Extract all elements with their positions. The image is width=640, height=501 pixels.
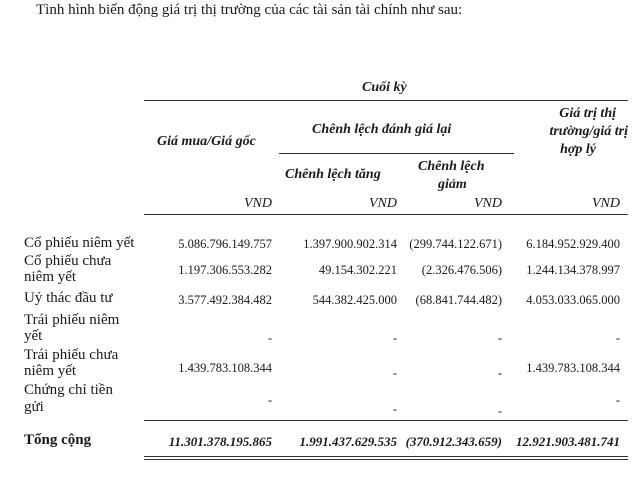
row-label: Uỷ thác đầu tư <box>24 290 113 306</box>
cell-cost: - <box>267 331 272 345</box>
total-increase: 1.991.437.629.535 <box>299 434 397 449</box>
total-rule-bottom-1 <box>144 456 628 457</box>
row-label: Chứng chỉ tiền <box>24 382 113 398</box>
row-label-cont: gửi <box>24 399 44 415</box>
cell-fair: - <box>615 331 620 345</box>
cell-increase: - <box>392 366 397 380</box>
cell-cost: 1.439.783.108.344 <box>178 361 272 375</box>
unit-increase: VND <box>369 196 397 211</box>
cell-increase: - <box>392 331 397 345</box>
decrease-header-line1: Chênh lệch <box>418 159 485 174</box>
cell-decrease: - <box>497 404 502 418</box>
cell-cost: 5.086.796.149.757 <box>178 237 272 251</box>
row-label-cont: yết <box>24 328 43 344</box>
header-rule-bottom <box>144 214 628 215</box>
row-label: Trái phiếu chưa <box>24 347 119 363</box>
cell-decrease: - <box>497 331 502 345</box>
cell-increase: 544.382.425.000 <box>312 293 397 307</box>
row-label: Cổ phiếu niêm yết <box>24 235 135 251</box>
unit-cost: VND <box>244 196 272 211</box>
cell-fair: 6.184.952.929.400 <box>526 237 620 251</box>
cell-decrease: (2.326.476.506) <box>421 263 502 277</box>
cost-header: Giá mua/Giá gốc <box>157 134 256 149</box>
total-fair: 12.921.903.481.741 <box>516 434 620 449</box>
row-label-cont: niêm yết <box>24 363 77 379</box>
cell-increase: 49.154.302.221 <box>318 263 397 277</box>
total-cost: 11.301.378.195.865 <box>168 434 272 449</box>
revaluation-header: Chênh lệch đánh giá lại <box>312 122 452 137</box>
cell-fair: 1.244.134.378.997 <box>526 263 620 277</box>
total-rule-top <box>144 420 628 421</box>
period-header: Cuối kỳ <box>362 80 407 95</box>
cell-decrease: (68.841.744.482) <box>415 293 502 307</box>
cell-fair: 4.053.033.065.000 <box>526 293 620 307</box>
unit-fair: VND <box>592 196 620 211</box>
total-label: Tổng cộng <box>24 432 92 448</box>
decrease-header-line2: giảm <box>438 177 467 192</box>
row-label: Cổ phiếu chưa <box>24 253 112 269</box>
header-rule-top <box>144 100 628 101</box>
unit-decrease: VND <box>474 196 502 211</box>
cell-cost: 1.197.306.553.282 <box>178 263 272 277</box>
cell-cost: 3.577.492.384.482 <box>178 293 272 307</box>
row-label: Trái phiếu niêm <box>24 312 120 328</box>
fair-value-header-line2: trường/giá trị <box>549 124 628 139</box>
row-label-cont: niêm yết <box>24 269 77 285</box>
cell-increase: - <box>392 402 397 416</box>
cell-cost: - <box>267 393 272 407</box>
cell-decrease: - <box>497 366 502 380</box>
increase-header: Chênh lệch tăng <box>285 167 381 182</box>
total-decrease: (370.912.343.659) <box>405 434 502 449</box>
total-rule-bottom-2 <box>144 459 628 460</box>
revaluation-subrule <box>279 153 514 154</box>
fair-value-header-line1: Giá trị thị <box>559 106 616 121</box>
cell-increase: 1.397.900.902.314 <box>303 237 397 251</box>
fair-value-header-line3: hợp lý <box>560 142 596 157</box>
cell-decrease: (299.744.122.671) <box>409 237 502 251</box>
cell-fair: - <box>615 393 620 407</box>
cell-fair: 1.439.783.108.344 <box>526 361 620 375</box>
intro-text: Tình hình biến động giá trị thị trường của các tài sản tài chính như sau: <box>36 2 463 18</box>
